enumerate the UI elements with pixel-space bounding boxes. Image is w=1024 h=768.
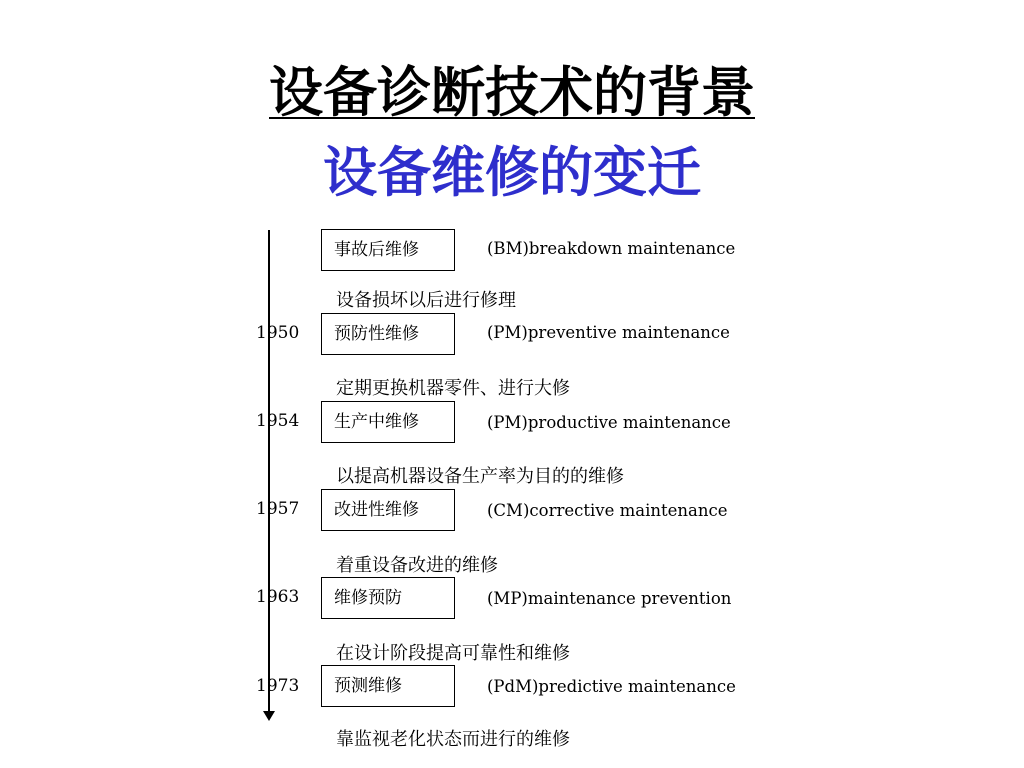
stage-box: 维修预防 (321, 577, 455, 619)
stage-description: 靠监视老化状态而进行的维修 (336, 729, 570, 750)
stage-box: 生产中维修 (321, 401, 455, 443)
stage-english: (CM)corrective maintenance (487, 501, 728, 520)
stage-box: 事故后维修 (321, 229, 455, 271)
stage-description: 定期更换机器零件、进行大修 (336, 378, 570, 399)
stage-year: 1973 (256, 676, 300, 696)
stage-year: 1963 (256, 587, 300, 607)
stage-year: 1957 (256, 499, 300, 519)
stage-english: (PM)preventive maintenance (487, 323, 730, 342)
stage-english: (BM)breakdown maintenance (487, 239, 736, 258)
stage-year: 1950 (256, 323, 300, 343)
stage-description: 以提高机器设备生产率为目的的维修 (336, 466, 624, 487)
timeline-arrowhead (263, 711, 275, 721)
page-subtitle: 设备维修的变迁 (323, 141, 701, 204)
timeline-axis (268, 230, 270, 713)
stage-box: 预测维修 (321, 665, 455, 707)
stage-description: 设备损坏以后进行修理 (336, 290, 516, 311)
page-title: 设备诊断技术的背景 (269, 61, 755, 124)
stage-box: 改进性维修 (321, 489, 455, 531)
stage-description: 在设计阶段提高可靠性和维修 (336, 643, 570, 664)
stage-english: (PM)productive maintenance (487, 413, 731, 432)
stage-box: 预防性维修 (321, 313, 455, 355)
stage-english: (MP)maintenance prevention (487, 589, 732, 608)
stage-english: (PdM)predictive maintenance (487, 677, 736, 696)
stage-year: 1954 (256, 411, 300, 431)
stage-description: 着重设备改进的维修 (336, 555, 498, 576)
